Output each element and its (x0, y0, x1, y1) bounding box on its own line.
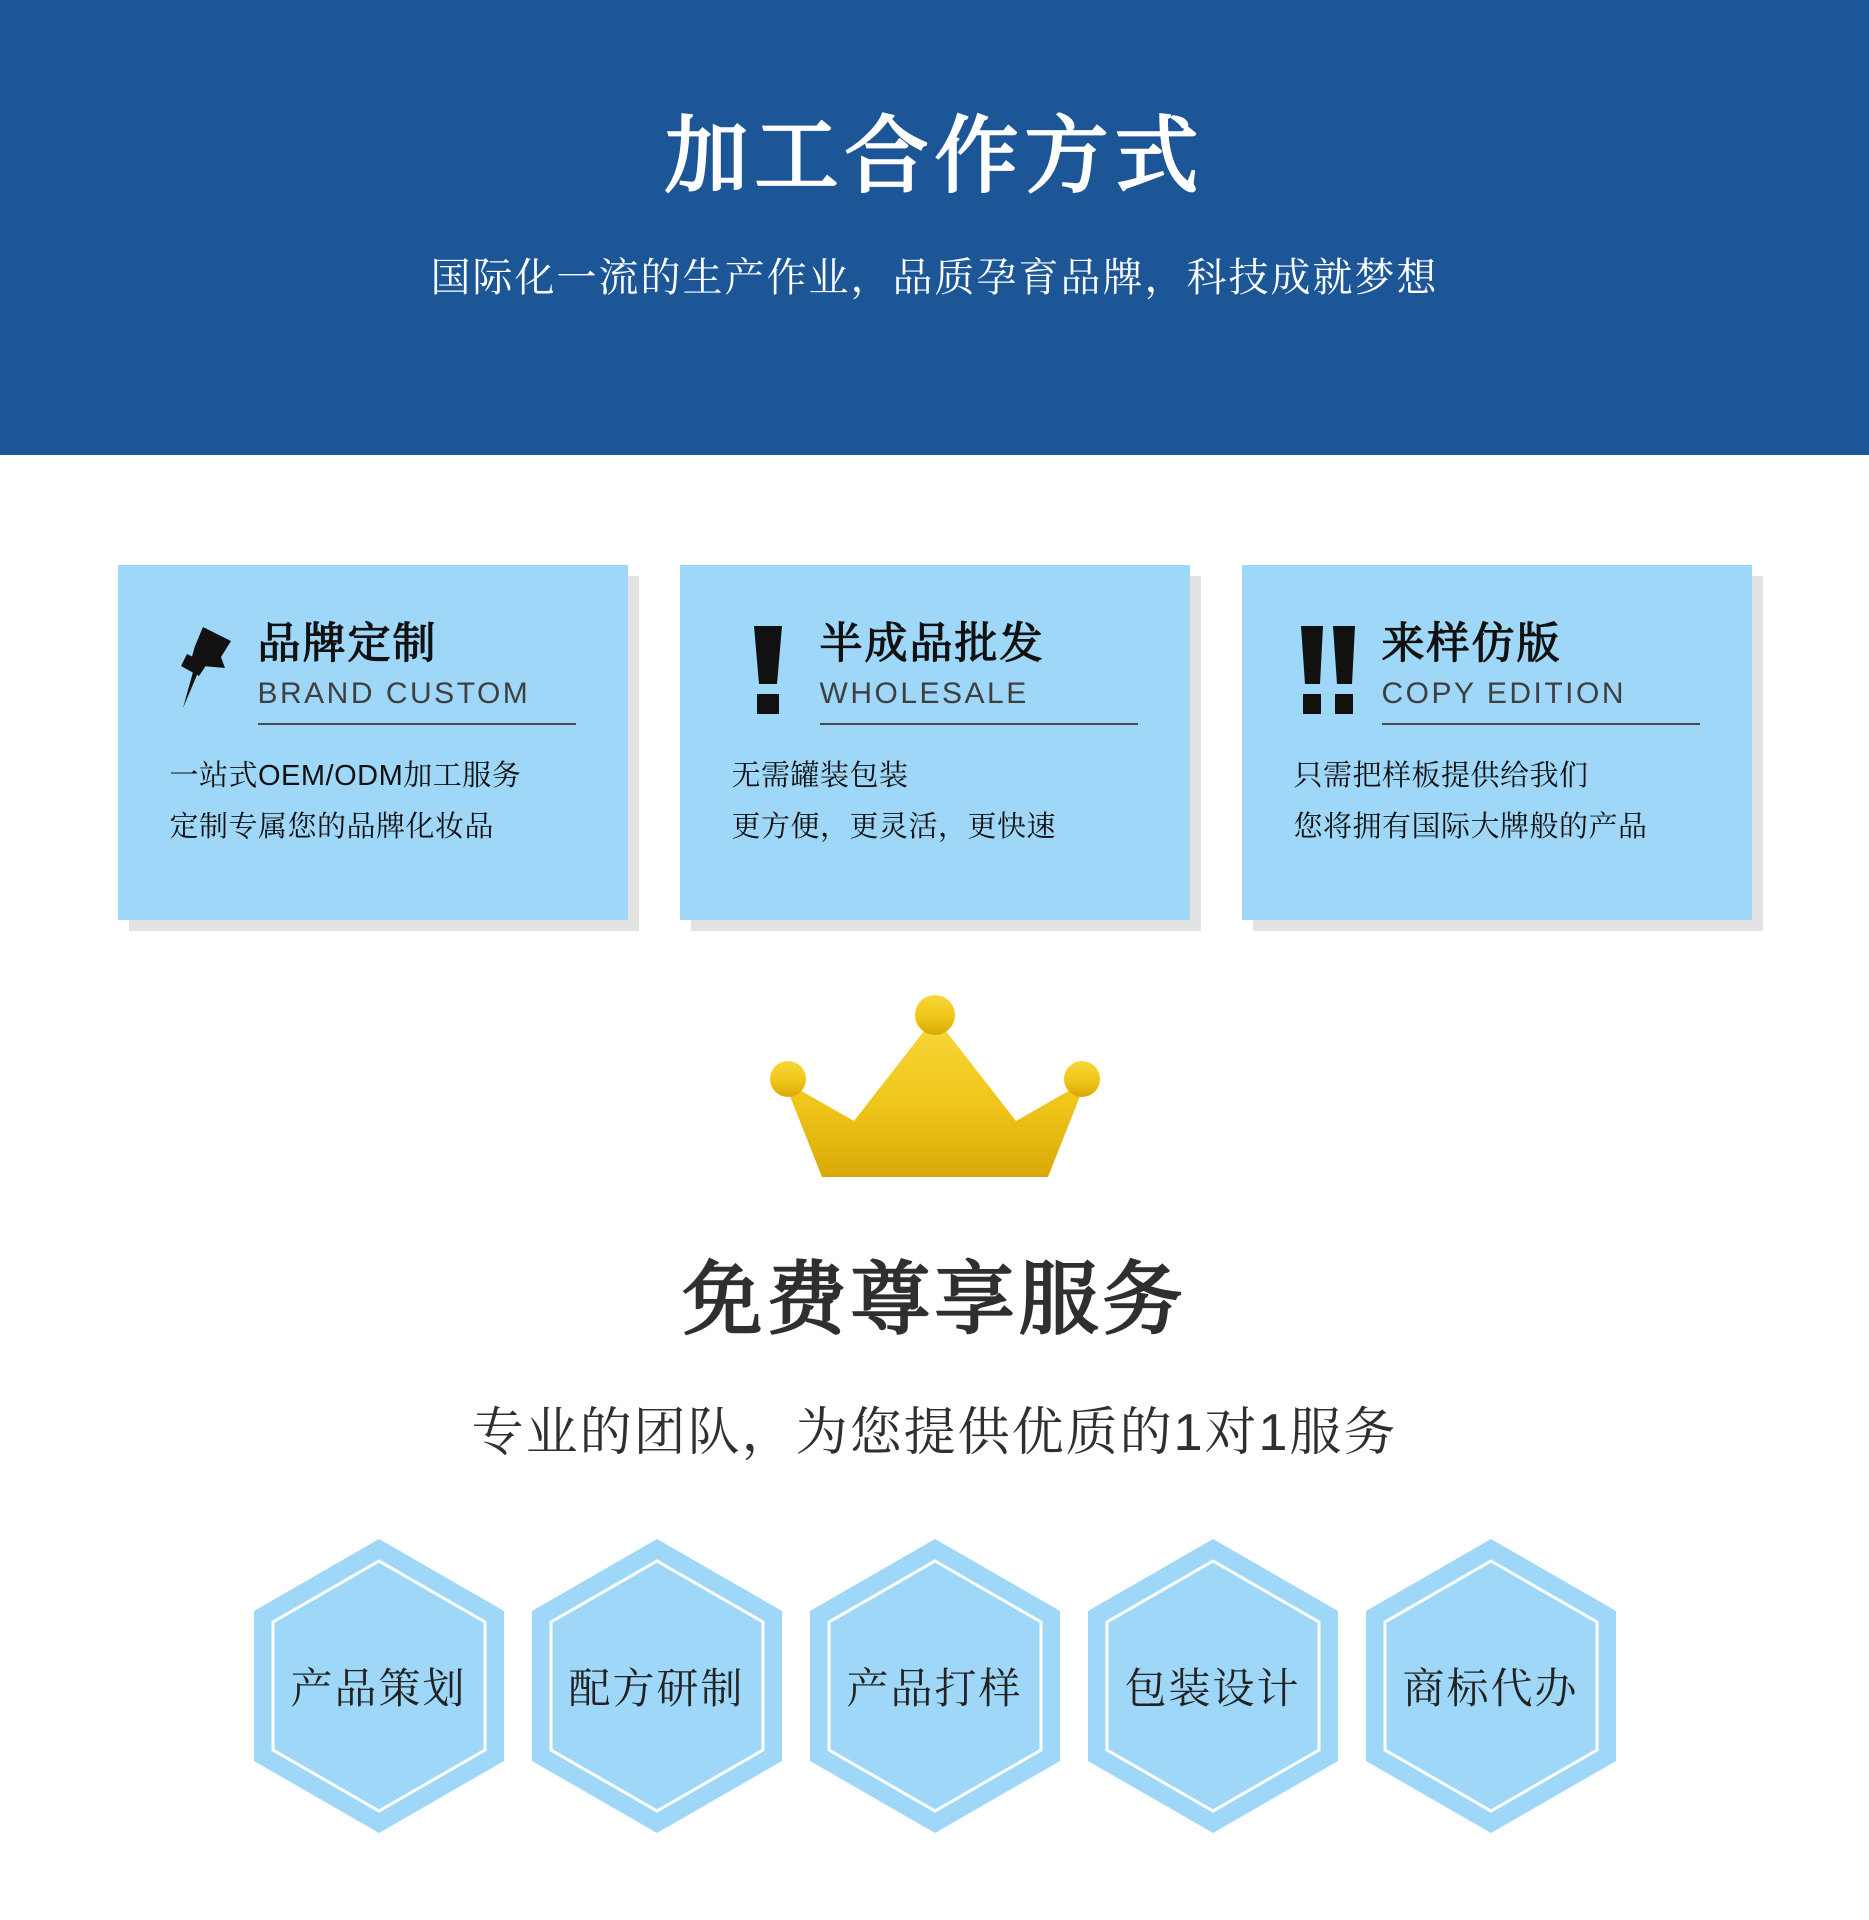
card-title-group (1382, 620, 1700, 725)
hexagon-item-product-planning[interactable] (248, 1535, 510, 1837)
hexagon-item-trademark-agency[interactable] (1360, 1535, 1622, 1837)
hexagon-label: 配方研制 (568, 1665, 745, 1712)
feature-card-wholesale[interactable] (680, 565, 1190, 920)
card-body (1294, 751, 1700, 853)
card-title-en: WHOLESALE (819, 677, 1029, 711)
card-header (732, 620, 1138, 725)
exclamation-double-icon (1294, 620, 1366, 716)
card-line-2: 定制专属您的品牌化妆品 (169, 811, 495, 844)
card-body (732, 751, 1138, 853)
card-title-en: BRAND CUSTOM (257, 677, 531, 711)
feature-card-copy-edition[interactable] (1242, 565, 1752, 920)
hexagon-label: 包装设计 (1124, 1665, 1301, 1712)
page-title: 加工合作方式 (664, 109, 1205, 203)
hexagon-label: 商标代办 (1402, 1665, 1579, 1712)
card-title-cn: 来样仿版 (1381, 620, 1562, 668)
card-title-cn: 半成品批发 (819, 620, 1045, 668)
free-service-title: 免费尊享服务 (682, 1255, 1187, 1344)
feature-card-brand-custom[interactable] (118, 565, 628, 920)
card-title-group (258, 620, 576, 725)
card-line-1: 无需罐装包装 (731, 760, 909, 793)
card-line-1: 一站式OEM/ODM加工服务 (169, 760, 522, 793)
card-line-1: 只需把样板提供给我们 (1293, 760, 1589, 793)
feature-card-row (0, 565, 1869, 920)
hexagon-label: 产品策划 (290, 1665, 467, 1712)
card-body (170, 751, 576, 853)
card-line-2: 您将拥有国际大牌般的产品 (1293, 811, 1648, 844)
header-banner (0, 0, 1869, 455)
hexagon-item-formula-development[interactable] (526, 1535, 788, 1837)
card-header (1294, 620, 1700, 725)
exclamation-single-icon (732, 620, 804, 716)
hexagon-item-product-sampling[interactable] (804, 1535, 1066, 1837)
crown-icon (770, 995, 1100, 1185)
card-header (170, 620, 576, 725)
card-title-en: COPY EDITION (1381, 677, 1626, 711)
hexagon-label: 产品打样 (846, 1665, 1023, 1712)
card-title-group (820, 620, 1138, 725)
page-subtitle: 国际化一流的生产作业，品质孕育品牌，科技成就梦想 (430, 256, 1439, 301)
service-hexagon-row (0, 1535, 1869, 1837)
hexagon-item-package-design[interactable] (1082, 1535, 1344, 1837)
crown-illustration (0, 995, 1869, 1185)
card-line-2: 更方便，更灵活，更快速 (731, 811, 1057, 844)
free-service-subtitle: 专业的团队，为您提供优质的1对1服务 (471, 1404, 1398, 1462)
card-title-cn: 品牌定制 (257, 620, 438, 668)
pushpin-icon (170, 620, 242, 716)
